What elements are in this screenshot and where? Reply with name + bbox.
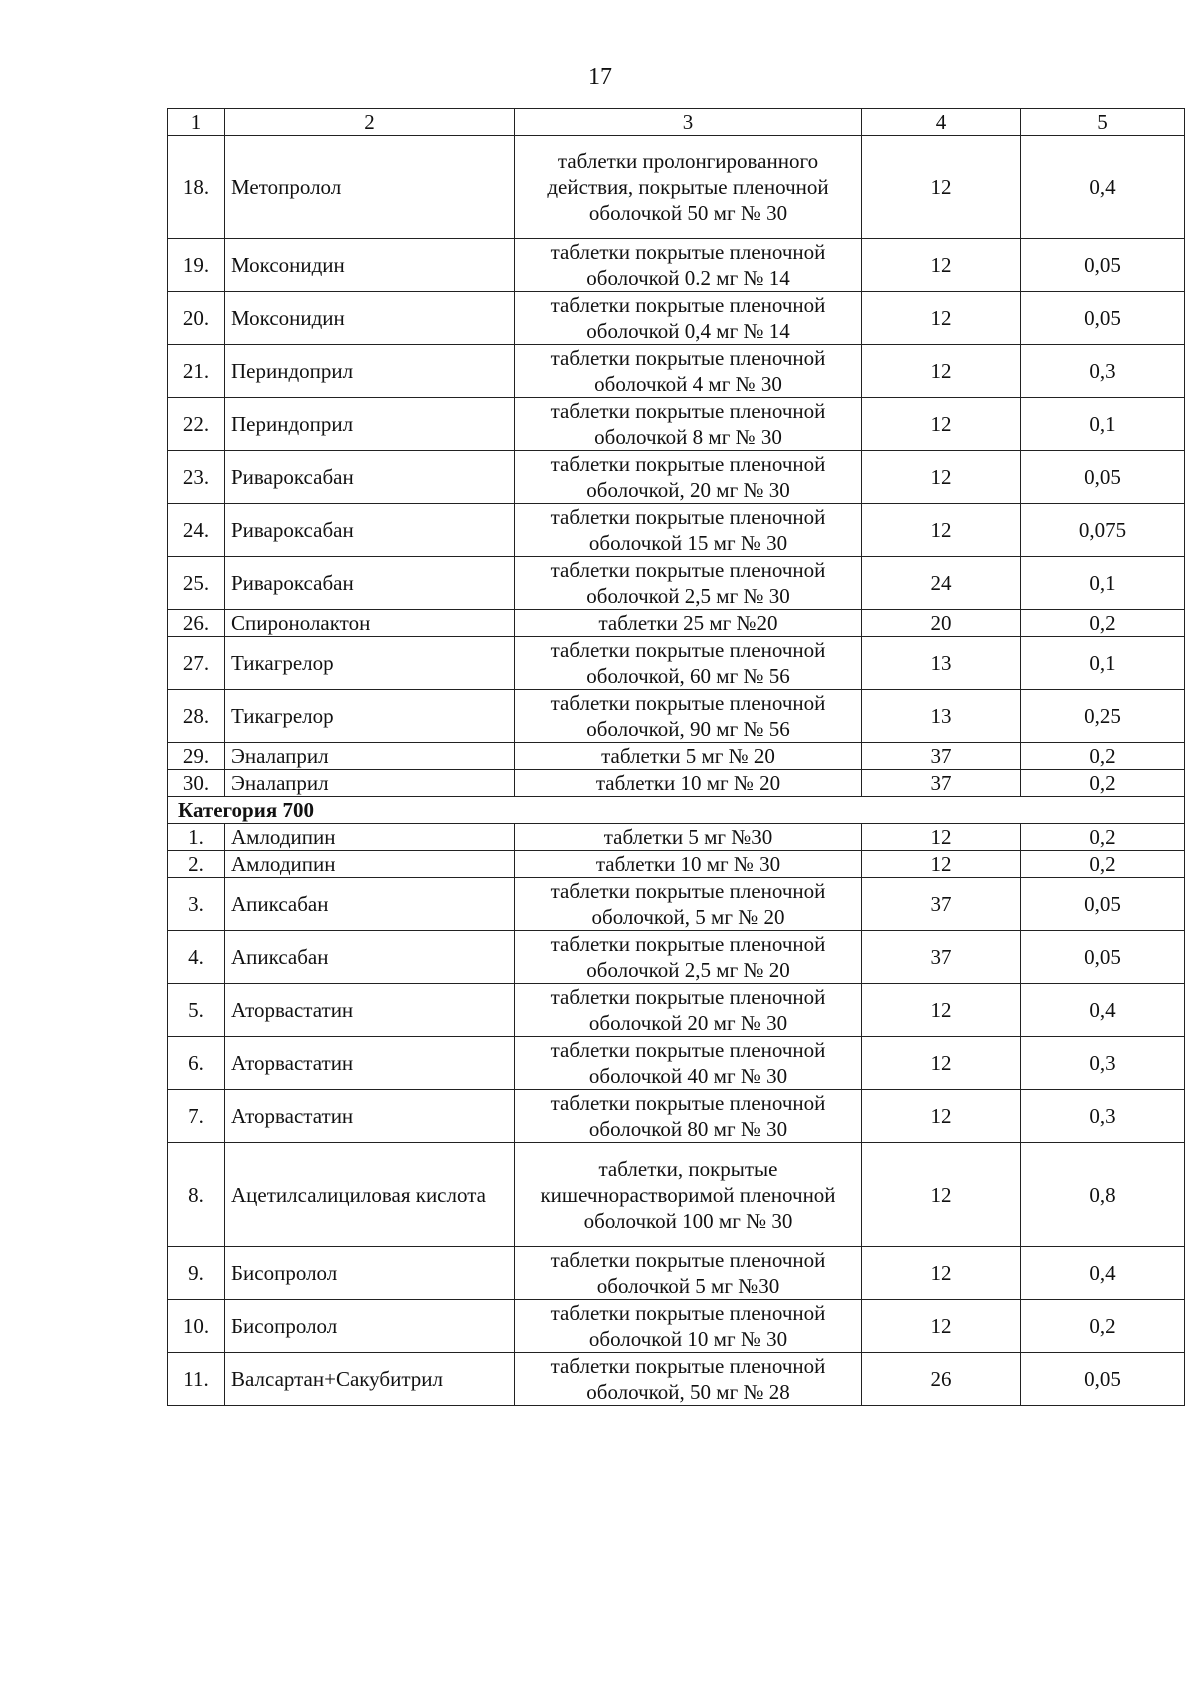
value: 0,4: [1021, 136, 1185, 239]
drug-name: Апиксабан: [225, 878, 515, 931]
quantity: 12: [862, 239, 1021, 292]
drug-name: Моксонидин: [225, 292, 515, 345]
table-row: [168, 504, 1185, 557]
quantity: 20: [862, 610, 1021, 637]
quantity: 12: [862, 398, 1021, 451]
dosage-form: таблетки покрытые пленочной оболочкой 10 мг № 30: [515, 1300, 862, 1353]
row-number: 10.: [168, 1300, 225, 1353]
value: 0,1: [1021, 637, 1185, 690]
dosage-form: таблетки покрытые пленочной оболочкой 0,4 мг № 14: [515, 292, 862, 345]
drug-name: Аторвастатин: [225, 1037, 515, 1090]
value: 0,05: [1021, 1353, 1185, 1406]
dosage-form: таблетки покрытые пленочной оболочкой, 50 мг № 28: [515, 1353, 862, 1406]
table-row: [168, 824, 1185, 851]
value: 0,3: [1021, 345, 1185, 398]
dosage-form: таблетки покрытые пленочной оболочкой, 60 мг № 56: [515, 637, 862, 690]
row-number: 23.: [168, 451, 225, 504]
drug-name: Ривароксабан: [225, 451, 515, 504]
column-header: 5: [1021, 109, 1185, 136]
drug-name: Эналаприл: [225, 770, 515, 797]
quantity: 13: [862, 637, 1021, 690]
value: 0,05: [1021, 292, 1185, 345]
dosage-form: таблетки, покрытые кишечнорастворимой пленочной оболочкой 100 мг № 30: [515, 1143, 862, 1247]
row-number: 25.: [168, 557, 225, 610]
dosage-form: таблетки покрытые пленочной оболочкой 15 мг № 30: [515, 504, 862, 557]
drug-name: Аторвастатин: [225, 984, 515, 1037]
row-number: 19.: [168, 239, 225, 292]
row-number: 5.: [168, 984, 225, 1037]
table-row: [168, 878, 1185, 931]
row-number: 1.: [168, 824, 225, 851]
value: 0,8: [1021, 1143, 1185, 1247]
table-row: [168, 610, 1185, 637]
dosage-form: таблетки 5 мг № 20: [515, 743, 862, 770]
medication-table: [167, 108, 1185, 1406]
quantity: 12: [862, 1143, 1021, 1247]
dosage-form: таблетки покрытые пленочной оболочкой, 20 мг № 30: [515, 451, 862, 504]
table-row: [168, 1353, 1185, 1406]
drug-name: Ривароксабан: [225, 504, 515, 557]
drug-name: Спиронолактон: [225, 610, 515, 637]
row-number: 27.: [168, 637, 225, 690]
drug-name: Валсартан+Сакубитрил: [225, 1353, 515, 1406]
dosage-form: таблетки покрытые пленочной оболочкой, 90 мг № 56: [515, 690, 862, 743]
quantity: 12: [862, 1247, 1021, 1300]
table-row: [168, 931, 1185, 984]
value: 0,05: [1021, 239, 1185, 292]
value: 0,2: [1021, 610, 1185, 637]
value: 0,3: [1021, 1037, 1185, 1090]
dosage-form: таблетки покрытые пленочной оболочкой 2,5 мг № 20: [515, 931, 862, 984]
row-number: 22.: [168, 398, 225, 451]
drug-name: Ацетилсалициловая кислота: [225, 1143, 515, 1247]
dosage-form: таблетки покрытые пленочной оболочкой 8 мг № 30: [515, 398, 862, 451]
value: 0,2: [1021, 770, 1185, 797]
quantity: 12: [862, 824, 1021, 851]
table-row: [168, 851, 1185, 878]
drug-name: Тикагрелор: [225, 690, 515, 743]
dosage-form: таблетки покрытые пленочной оболочкой, 5 мг № 20: [515, 878, 862, 931]
drug-name: Амлодипин: [225, 851, 515, 878]
row-number: 11.: [168, 1353, 225, 1406]
quantity: 13: [862, 690, 1021, 743]
quantity: 12: [862, 136, 1021, 239]
table-row: [168, 1300, 1185, 1353]
column-header: 2: [225, 109, 515, 136]
row-number: 2.: [168, 851, 225, 878]
dosage-form: таблетки покрытые пленочной оболочкой 2,5 мг № 30: [515, 557, 862, 610]
row-number: 6.: [168, 1037, 225, 1090]
dosage-form: таблетки покрытые пленочной оболочкой 80 мг № 30: [515, 1090, 862, 1143]
category-row: [168, 797, 1185, 824]
row-number: 28.: [168, 690, 225, 743]
table-row: [168, 451, 1185, 504]
header-row: [168, 109, 1185, 136]
category-label: Категория 700: [168, 797, 1185, 824]
drug-name: Бисопролол: [225, 1247, 515, 1300]
table-row: [168, 770, 1185, 797]
dosage-form: таблетки покрытые пленочной оболочкой 5 мг №30: [515, 1247, 862, 1300]
quantity: 12: [862, 984, 1021, 1037]
dosage-form: таблетки покрытые пленочной оболочкой 4 мг № 30: [515, 345, 862, 398]
value: 0,25: [1021, 690, 1185, 743]
value: 0,2: [1021, 743, 1185, 770]
quantity: 12: [862, 851, 1021, 878]
value: 0,4: [1021, 984, 1185, 1037]
row-number: 4.: [168, 931, 225, 984]
row-number: 26.: [168, 610, 225, 637]
quantity: 12: [862, 451, 1021, 504]
quantity: 12: [862, 504, 1021, 557]
dosage-form: таблетки 25 мг №20: [515, 610, 862, 637]
dosage-form: таблетки покрытые пленочной оболочкой 40 мг № 30: [515, 1037, 862, 1090]
drug-name: Аторвастатин: [225, 1090, 515, 1143]
column-header: 1: [168, 109, 225, 136]
row-number: 24.: [168, 504, 225, 557]
table-row: [168, 637, 1185, 690]
quantity: 12: [862, 345, 1021, 398]
row-number: 8.: [168, 1143, 225, 1247]
row-number: 9.: [168, 1247, 225, 1300]
drug-name: Метопролол: [225, 136, 515, 239]
table-row: [168, 398, 1185, 451]
column-header: 4: [862, 109, 1021, 136]
table-row: [168, 292, 1185, 345]
row-number: 20.: [168, 292, 225, 345]
row-number: 29.: [168, 743, 225, 770]
table-row: [168, 239, 1185, 292]
drug-name: Эналаприл: [225, 743, 515, 770]
quantity: 12: [862, 292, 1021, 345]
value: 0,075: [1021, 504, 1185, 557]
table-row: [168, 1247, 1185, 1300]
row-number: 30.: [168, 770, 225, 797]
table-row: [168, 136, 1185, 239]
value: 0,1: [1021, 557, 1185, 610]
table-row: [168, 690, 1185, 743]
value: 0,2: [1021, 824, 1185, 851]
drug-name: Периндоприл: [225, 345, 515, 398]
quantity: 26: [862, 1353, 1021, 1406]
drug-name: Периндоприл: [225, 398, 515, 451]
table-row: [168, 345, 1185, 398]
quantity: 24: [862, 557, 1021, 610]
row-number: 18.: [168, 136, 225, 239]
drug-name: Апиксабан: [225, 931, 515, 984]
dosage-form: таблетки 5 мг №30: [515, 824, 862, 851]
dosage-form: таблетки 10 мг № 20: [515, 770, 862, 797]
table-row: [168, 557, 1185, 610]
value: 0,05: [1021, 451, 1185, 504]
drug-name: Бисопролол: [225, 1300, 515, 1353]
value: 0,2: [1021, 1300, 1185, 1353]
drug-name: Ривароксабан: [225, 557, 515, 610]
quantity: 37: [862, 878, 1021, 931]
row-number: 3.: [168, 878, 225, 931]
quantity: 37: [862, 743, 1021, 770]
quantity: 12: [862, 1090, 1021, 1143]
quantity: 37: [862, 770, 1021, 797]
drug-name: Тикагрелор: [225, 637, 515, 690]
table-row: [168, 984, 1185, 1037]
table-row: [168, 743, 1185, 770]
value: 0,3: [1021, 1090, 1185, 1143]
value: 0,4: [1021, 1247, 1185, 1300]
row-number: 21.: [168, 345, 225, 398]
column-header: 3: [515, 109, 862, 136]
quantity: 37: [862, 931, 1021, 984]
dosage-form: таблетки 10 мг № 30: [515, 851, 862, 878]
table-row: [168, 1090, 1185, 1143]
quantity: 12: [862, 1037, 1021, 1090]
value: 0,1: [1021, 398, 1185, 451]
table-row: [168, 1037, 1185, 1090]
value: 0,2: [1021, 851, 1185, 878]
table-row: [168, 1143, 1185, 1247]
row-number: 7.: [168, 1090, 225, 1143]
dosage-form: таблетки покрытые пленочной оболочкой 0.2 мг № 14: [515, 239, 862, 292]
value: 0,05: [1021, 878, 1185, 931]
quantity: 12: [862, 1300, 1021, 1353]
drug-name: Амлодипин: [225, 824, 515, 851]
value: 0,05: [1021, 931, 1185, 984]
drug-name: Моксонидин: [225, 239, 515, 292]
dosage-form: таблетки покрытые пленочной оболочкой 20 мг № 30: [515, 984, 862, 1037]
page-number: 17: [588, 64, 612, 90]
dosage-form: таблетки пролонгированного действия, покрытые пленочной оболочкой 50 мг № 30: [515, 136, 862, 239]
